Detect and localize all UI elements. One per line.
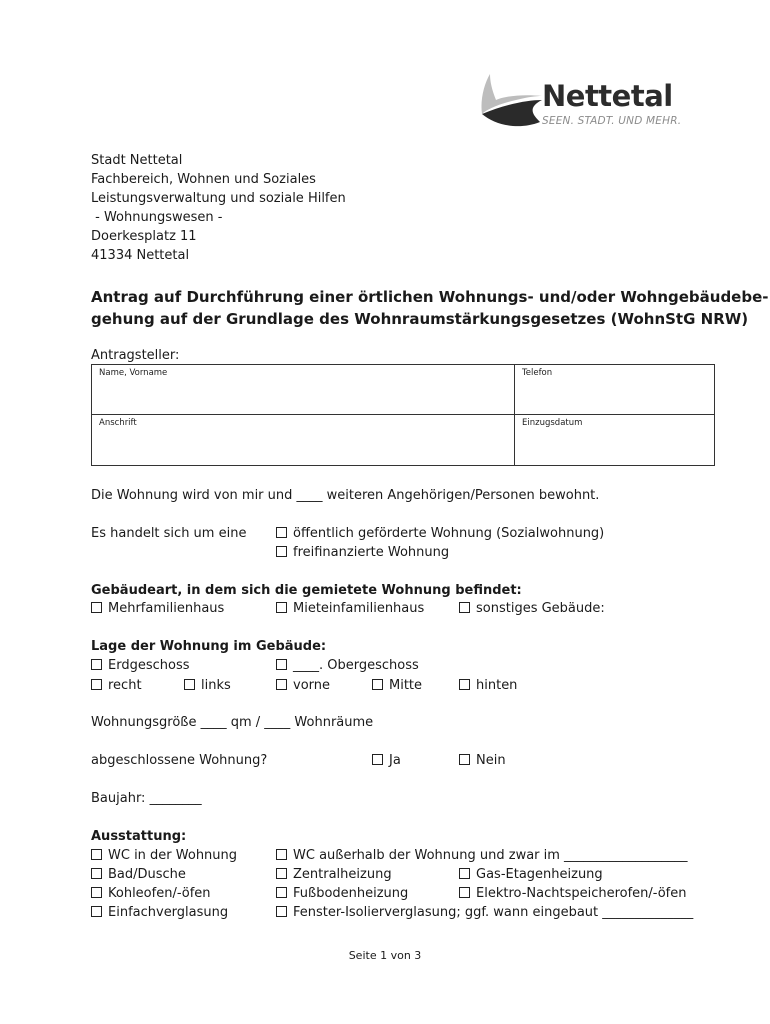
option-gas-heating[interactable]: Gas-Etagenheizung <box>459 865 603 884</box>
address-line: Fachbereich, Wohnen und Soziales <box>91 172 316 187</box>
checkbox-icon[interactable] <box>276 659 287 670</box>
checkbox-icon[interactable] <box>459 868 470 879</box>
option-central-heating[interactable]: Zentralheizung <box>276 865 392 884</box>
household-text: Die Wohnung wird von mir und ____ weiteren Angehörigen/Personen bewohnt. <box>91 488 600 503</box>
option-coal-stove[interactable]: Kohleofen/-öfen <box>91 884 211 903</box>
type-label: Es handelt sich um eine <box>91 526 247 541</box>
address-field[interactable] <box>92 415 515 465</box>
year-built-text: Baujahr: ________ <box>91 791 202 806</box>
location-heading: Lage der Wohnung im Gebäude: <box>91 639 327 654</box>
option-storage-heater[interactable]: Elektro-Nachtspeicherofen/-öfen <box>459 884 687 903</box>
checkbox-icon[interactable] <box>459 679 470 690</box>
option-insulated-glazing[interactable]: Fenster-Isolierverglasung; ggf. wann eingebaut ______________ <box>276 903 693 922</box>
option-single-glazing[interactable]: Einfachverglasung <box>91 903 228 922</box>
option-multifamily[interactable]: Mehrfamilienhaus <box>91 599 224 618</box>
address-line: - Wohnungswesen - <box>91 210 223 225</box>
checkbox-icon[interactable] <box>91 887 102 898</box>
option-other-building[interactable]: sonstiges Gebäude: <box>459 599 605 618</box>
option-ground-floor[interactable]: Erdgeschoss <box>91 656 190 675</box>
checkbox-icon[interactable] <box>276 527 287 538</box>
page-number: Seite 1 von 3 <box>348 949 422 962</box>
checkbox-icon[interactable] <box>372 679 383 690</box>
equipment-heading: Ausstattung: <box>91 829 187 844</box>
phone-field-label: Telefon <box>522 368 553 378</box>
option-no[interactable]: Nein <box>459 751 506 770</box>
address-line: Doerkesplatz 11 <box>91 229 197 244</box>
address-line: Stadt Nettetal <box>91 153 183 168</box>
option-floor-heating[interactable]: Fußbodenheizung <box>276 884 408 903</box>
option-social-housing[interactable]: öffentlich geförderte Wohnung (Sozialwohnung) <box>276 524 604 543</box>
option-left[interactable]: links <box>184 676 231 695</box>
checkbox-icon[interactable] <box>276 602 287 613</box>
checkbox-icon[interactable] <box>276 906 287 917</box>
logo-tagline: SEEN. STADT. UND MEHR. <box>542 115 682 127</box>
checkbox-icon[interactable] <box>91 679 102 690</box>
option-wc-outside[interactable]: WC außerhalb der Wohnung und zwar im ___________________ <box>276 846 688 865</box>
phone-field[interactable] <box>515 365 714 415</box>
address-line: Leistungsverwaltung und soziale Hilfen <box>91 191 346 206</box>
checkbox-icon[interactable] <box>276 868 287 879</box>
document-title-line: Antrag auf Durchführung einer örtlichen Wohnungs- und/oder Wohngebäudebe- <box>91 288 769 306</box>
checkbox-icon[interactable] <box>459 887 470 898</box>
checkbox-icon[interactable] <box>91 849 102 860</box>
applicant-table <box>91 364 715 466</box>
checkbox-icon[interactable] <box>91 659 102 670</box>
checkbox-icon[interactable] <box>91 602 102 613</box>
checkbox-icon[interactable] <box>276 546 287 557</box>
checkbox-icon[interactable] <box>91 906 102 917</box>
name-field[interactable] <box>92 365 515 415</box>
checkbox-icon[interactable] <box>276 679 287 690</box>
option-upper-floor[interactable]: ____. Obergeschoss <box>276 656 419 675</box>
option-front[interactable]: vorne <box>276 676 330 695</box>
checkbox-icon[interactable] <box>459 754 470 765</box>
building-heading: Gebäudeart, in dem sich die gemietete Wohnung befindet: <box>91 583 522 598</box>
checkbox-icon[interactable] <box>276 887 287 898</box>
option-single-family[interactable]: Mieteinfamilienhaus <box>276 599 424 618</box>
logo-wordmark: Nettetal <box>542 79 673 113</box>
movein-date-field-label: Einzugsdatum <box>522 418 583 428</box>
checkbox-icon[interactable] <box>372 754 383 765</box>
applicant-label: Antragsteller: <box>91 348 180 363</box>
option-free-financed[interactable]: freifinanzierte Wohnung <box>276 543 449 562</box>
option-right[interactable]: recht <box>91 676 142 695</box>
movein-date-field[interactable] <box>515 415 714 465</box>
closed-apartment-label: abgeschlossene Wohnung? <box>91 753 268 768</box>
checkbox-icon[interactable] <box>459 602 470 613</box>
option-back[interactable]: hinten <box>459 676 517 695</box>
document-title-line: gehung auf der Grundlage des Wohnraumstärkungsgesetzes (WohnStG NRW) <box>91 310 749 328</box>
option-bath-shower[interactable]: Bad/Dusche <box>91 865 186 884</box>
checkbox-icon[interactable] <box>91 868 102 879</box>
address-field-label: Anschrift <box>99 418 137 428</box>
option-wc-inside[interactable]: WC in der Wohnung <box>91 846 237 865</box>
address-line: 41334 Nettetal <box>91 248 190 263</box>
size-text: Wohnungsgröße ____ qm / ____ Wohnräume <box>91 715 374 730</box>
checkbox-icon[interactable] <box>184 679 195 690</box>
option-yes[interactable]: Ja <box>372 751 401 770</box>
name-field-label: Name, Vorname <box>99 368 168 378</box>
checkbox-icon[interactable] <box>276 849 287 860</box>
option-middle[interactable]: Mitte <box>372 676 422 695</box>
